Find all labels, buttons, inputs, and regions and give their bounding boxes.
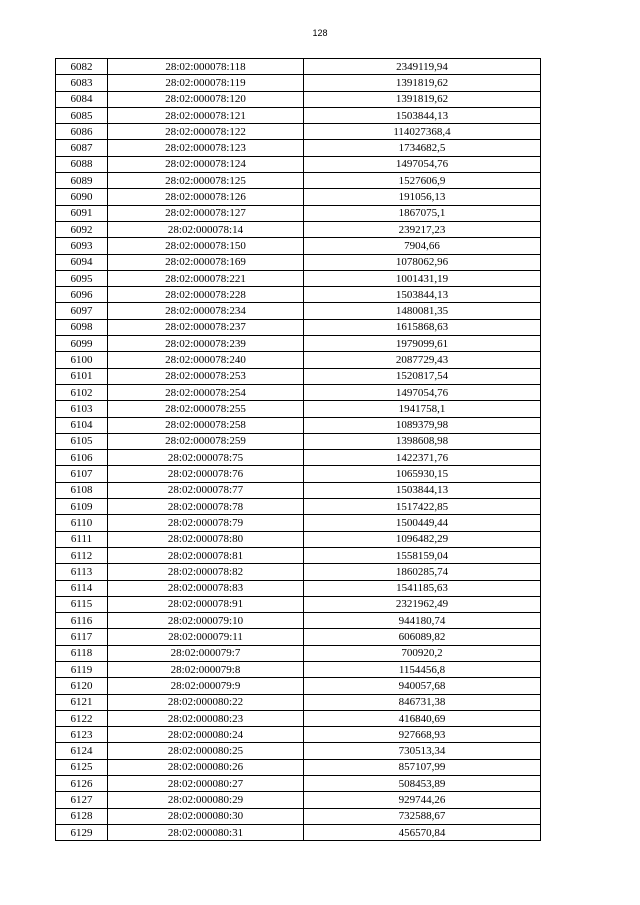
table-row [56,417,541,433]
row-number-cell: 6105 [56,433,108,449]
cadastral-number-cell: 28:02:000078:77 [108,482,304,498]
row-number-cell: 6112 [56,547,108,563]
row-number-cell: 6123 [56,727,108,743]
cadastral-number-cell: 28:02:000078:127 [108,205,304,221]
row-number-cell: 6129 [56,824,108,840]
cadastral-number-cell: 28:02:000078:234 [108,303,304,319]
cadastral-value-cell: 857107,99 [304,759,541,775]
table-row [56,287,541,303]
row-number-cell: 6088 [56,156,108,172]
table-row [56,727,541,743]
table-row [56,303,541,319]
cadastral-number-cell: 28:02:000078:255 [108,401,304,417]
table-row [56,140,541,156]
cadastral-value-cell: 1422371,76 [304,450,541,466]
table-row [56,450,541,466]
row-number-cell: 6086 [56,124,108,140]
cadastral-number-cell: 28:02:000078:91 [108,596,304,612]
cadastral-number-cell: 28:02:000078:75 [108,450,304,466]
cadastral-value-cell: 1979099,61 [304,336,541,352]
cadastral-number-cell: 28:02:000078:79 [108,515,304,531]
table-row [56,482,541,498]
cadastral-value-cell: 1867075,1 [304,205,541,221]
cadastral-value-cell: 114027368,4 [304,124,541,140]
cadastral-value-cell: 1089379,98 [304,417,541,433]
cadastral-value-cell: 929744,26 [304,792,541,808]
cadastral-value-cell: 1391819,62 [304,91,541,107]
table-row [56,694,541,710]
table-row [56,499,541,515]
row-number-cell: 6106 [56,450,108,466]
cadastral-number-cell: 28:02:000079:11 [108,629,304,645]
cadastral-value-cell: 2321962,49 [304,596,541,612]
cadastral-number-cell: 28:02:000078:125 [108,173,304,189]
cadastral-number-cell: 28:02:000078:83 [108,580,304,596]
cadastral-value-cell: 1558159,04 [304,547,541,563]
cadastral-number-cell: 28:02:000078:221 [108,270,304,286]
cadastral-number-cell: 28:02:000080:27 [108,776,304,792]
row-number-cell: 6109 [56,499,108,515]
cadastral-number-cell: 28:02:000078:228 [108,287,304,303]
cadastral-value-cell: 732588,67 [304,808,541,824]
row-number-cell: 6119 [56,661,108,677]
cadastral-number-cell: 28:02:000078:239 [108,336,304,352]
row-number-cell: 6095 [56,270,108,286]
table-row [56,596,541,612]
table-row [56,59,541,75]
cadastral-number-cell: 28:02:000078:120 [108,91,304,107]
table-row [56,824,541,840]
row-number-cell: 6090 [56,189,108,205]
cadastral-value-cell: 1398608,98 [304,433,541,449]
table-row [56,156,541,172]
row-number-cell: 6092 [56,221,108,237]
cadastral-number-cell: 28:02:000078:80 [108,531,304,547]
table-row [56,580,541,596]
cadastral-value-cell: 1391819,62 [304,75,541,91]
row-number-cell: 6104 [56,417,108,433]
table-row [56,564,541,580]
row-number-cell: 6122 [56,710,108,726]
row-number-cell: 6102 [56,384,108,400]
row-number-cell: 6083 [56,75,108,91]
cadastral-number-cell: 28:02:000080:30 [108,808,304,824]
table-row [56,75,541,91]
cadastral-number-cell: 28:02:000080:29 [108,792,304,808]
cadastral-value-cell: 416840,69 [304,710,541,726]
table-row [56,743,541,759]
table-row [56,336,541,352]
row-number-cell: 6087 [56,140,108,156]
row-number-cell: 6107 [56,466,108,482]
cadastral-value-cell: 1860285,74 [304,564,541,580]
row-number-cell: 6128 [56,808,108,824]
row-number-cell: 6101 [56,368,108,384]
cadastral-value-cell: 1001431,19 [304,270,541,286]
cadastral-value-cell: 239217,23 [304,221,541,237]
row-number-cell: 6120 [56,678,108,694]
cadastral-number-cell: 28:02:000078:118 [108,59,304,75]
cadastral-value-cell: 1503844,13 [304,107,541,123]
table-row [56,368,541,384]
cadastral-value-cell: 944180,74 [304,613,541,629]
cadastral-number-cell: 28:02:000079:7 [108,645,304,661]
row-number-cell: 6091 [56,205,108,221]
cadastral-number-cell: 28:02:000078:259 [108,433,304,449]
cadastral-value-cell: 1096482,29 [304,531,541,547]
table-row [56,792,541,808]
cadastral-value-cell: 1497054,76 [304,384,541,400]
table-row [56,221,541,237]
table-row [56,759,541,775]
cadastral-number-cell: 28:02:000078:240 [108,352,304,368]
cadastral-value-cell: 1503844,13 [304,482,541,498]
cadastral-value-cell: 7904,66 [304,238,541,254]
table-row [56,205,541,221]
table-row [56,91,541,107]
cadastral-value-cell: 1078062,96 [304,254,541,270]
cadastral-number-cell: 28:02:000078:150 [108,238,304,254]
cadastral-value-cell: 606089,82 [304,629,541,645]
cadastral-value-cell: 1734682,5 [304,140,541,156]
cadastral-number-cell: 28:02:000080:22 [108,694,304,710]
cadastral-value-cell: 1065930,15 [304,466,541,482]
table-row [56,384,541,400]
cadastral-number-cell: 28:02:000078:254 [108,384,304,400]
table-row [56,661,541,677]
page-number: 128 [312,28,328,38]
table-row [56,645,541,661]
row-number-cell: 6097 [56,303,108,319]
cadastral-number-cell: 28:02:000080:23 [108,710,304,726]
cadastral-value-cell: 191056,13 [304,189,541,205]
cadastral-number-cell: 28:02:000078:78 [108,499,304,515]
table-row [56,238,541,254]
cadastral-number-cell: 28:02:000079:8 [108,661,304,677]
cadastral-number-cell: 28:02:000078:82 [108,564,304,580]
row-number-cell: 6108 [56,482,108,498]
cadastral-value-cell: 456570,84 [304,824,541,840]
row-number-cell: 6100 [56,352,108,368]
row-number-cell: 6115 [56,596,108,612]
cadastral-number-cell: 28:02:000078:169 [108,254,304,270]
cadastral-value-cell: 1615868,63 [304,319,541,335]
cadastral-number-cell: 28:02:000078:76 [108,466,304,482]
cadastral-number-cell: 28:02:000080:24 [108,727,304,743]
row-number-cell: 6084 [56,91,108,107]
cadastral-value-cell: 1497054,76 [304,156,541,172]
cadastral-value-cell: 2349119,94 [304,59,541,75]
cadastral-number-cell: 28:02:000078:14 [108,221,304,237]
cadastral-value-cell: 940057,68 [304,678,541,694]
row-number-cell: 6099 [56,336,108,352]
row-number-cell: 6116 [56,613,108,629]
cadastral-number-cell: 28:02:000078:122 [108,124,304,140]
row-number-cell: 6098 [56,319,108,335]
cadastral-value-cell: 1527606,9 [304,173,541,189]
table-row [56,189,541,205]
cadastral-number-cell: 28:02:000078:237 [108,319,304,335]
row-number-cell: 6103 [56,401,108,417]
cadastral-number-cell: 28:02:000080:31 [108,824,304,840]
row-number-cell: 6094 [56,254,108,270]
cadastral-value-cell: 1500449,44 [304,515,541,531]
table-row [56,710,541,726]
cadastral-number-cell: 28:02:000078:81 [108,547,304,563]
row-number-cell: 6117 [56,629,108,645]
row-number-cell: 6093 [56,238,108,254]
table-row [56,107,541,123]
row-number-cell: 6121 [56,694,108,710]
cadastral-number-cell: 28:02:000080:26 [108,759,304,775]
row-number-cell: 6125 [56,759,108,775]
cadastral-value-cell: 1541185,63 [304,580,541,596]
cadastral-number-cell: 28:02:000078:123 [108,140,304,156]
cadastral-value-cell: 730513,34 [304,743,541,759]
cadastral-value-cell: 1520817,54 [304,368,541,384]
table-row [56,629,541,645]
row-number-cell: 6110 [56,515,108,531]
cadastral-value-cell: 1517422,85 [304,499,541,515]
cadastral-number-cell: 28:02:000079:9 [108,678,304,694]
cadastral-number-cell: 28:02:000078:119 [108,75,304,91]
table-row [56,270,541,286]
cadastral-number-cell: 28:02:000078:121 [108,107,304,123]
table-body [56,59,541,841]
table-row [56,433,541,449]
table-row [56,547,541,563]
row-number-cell: 6124 [56,743,108,759]
table-row [56,678,541,694]
cadastral-value-cell: 846731,38 [304,694,541,710]
table-row [56,173,541,189]
table-row [56,531,541,547]
row-number-cell: 6113 [56,564,108,580]
row-number-cell: 6085 [56,107,108,123]
cadastral-value-cell: 927668,93 [304,727,541,743]
table-row [56,401,541,417]
table-row [56,466,541,482]
row-number-cell: 6082 [56,59,108,75]
table-row [56,808,541,824]
cadastral-number-cell: 28:02:000078:124 [108,156,304,172]
cadastral-value-cell: 700920,2 [304,645,541,661]
table-row [56,515,541,531]
table-row [56,776,541,792]
cadastral-value-cell: 1480081,35 [304,303,541,319]
cadastral-value-cell: 1154456,8 [304,661,541,677]
cadastral-value-cell: 1503844,13 [304,287,541,303]
row-number-cell: 6096 [56,287,108,303]
row-number-cell: 6118 [56,645,108,661]
row-number-cell: 6114 [56,580,108,596]
table-row [56,124,541,140]
cadastral-value-table [55,58,541,841]
cadastral-number-cell: 28:02:000079:10 [108,613,304,629]
cadastral-number-cell: 28:02:000078:253 [108,368,304,384]
table-row [56,319,541,335]
cadastral-value-cell: 508453,89 [304,776,541,792]
cadastral-number-cell: 28:02:000078:258 [108,417,304,433]
cadastral-value-cell: 2087729,43 [304,352,541,368]
row-number-cell: 6127 [56,792,108,808]
cadastral-number-cell: 28:02:000080:25 [108,743,304,759]
table-row [56,254,541,270]
table-row [56,613,541,629]
cadastral-number-cell: 28:02:000078:126 [108,189,304,205]
table-row [56,352,541,368]
cadastral-value-cell: 1941758,1 [304,401,541,417]
row-number-cell: 6089 [56,173,108,189]
row-number-cell: 6126 [56,776,108,792]
row-number-cell: 6111 [56,531,108,547]
